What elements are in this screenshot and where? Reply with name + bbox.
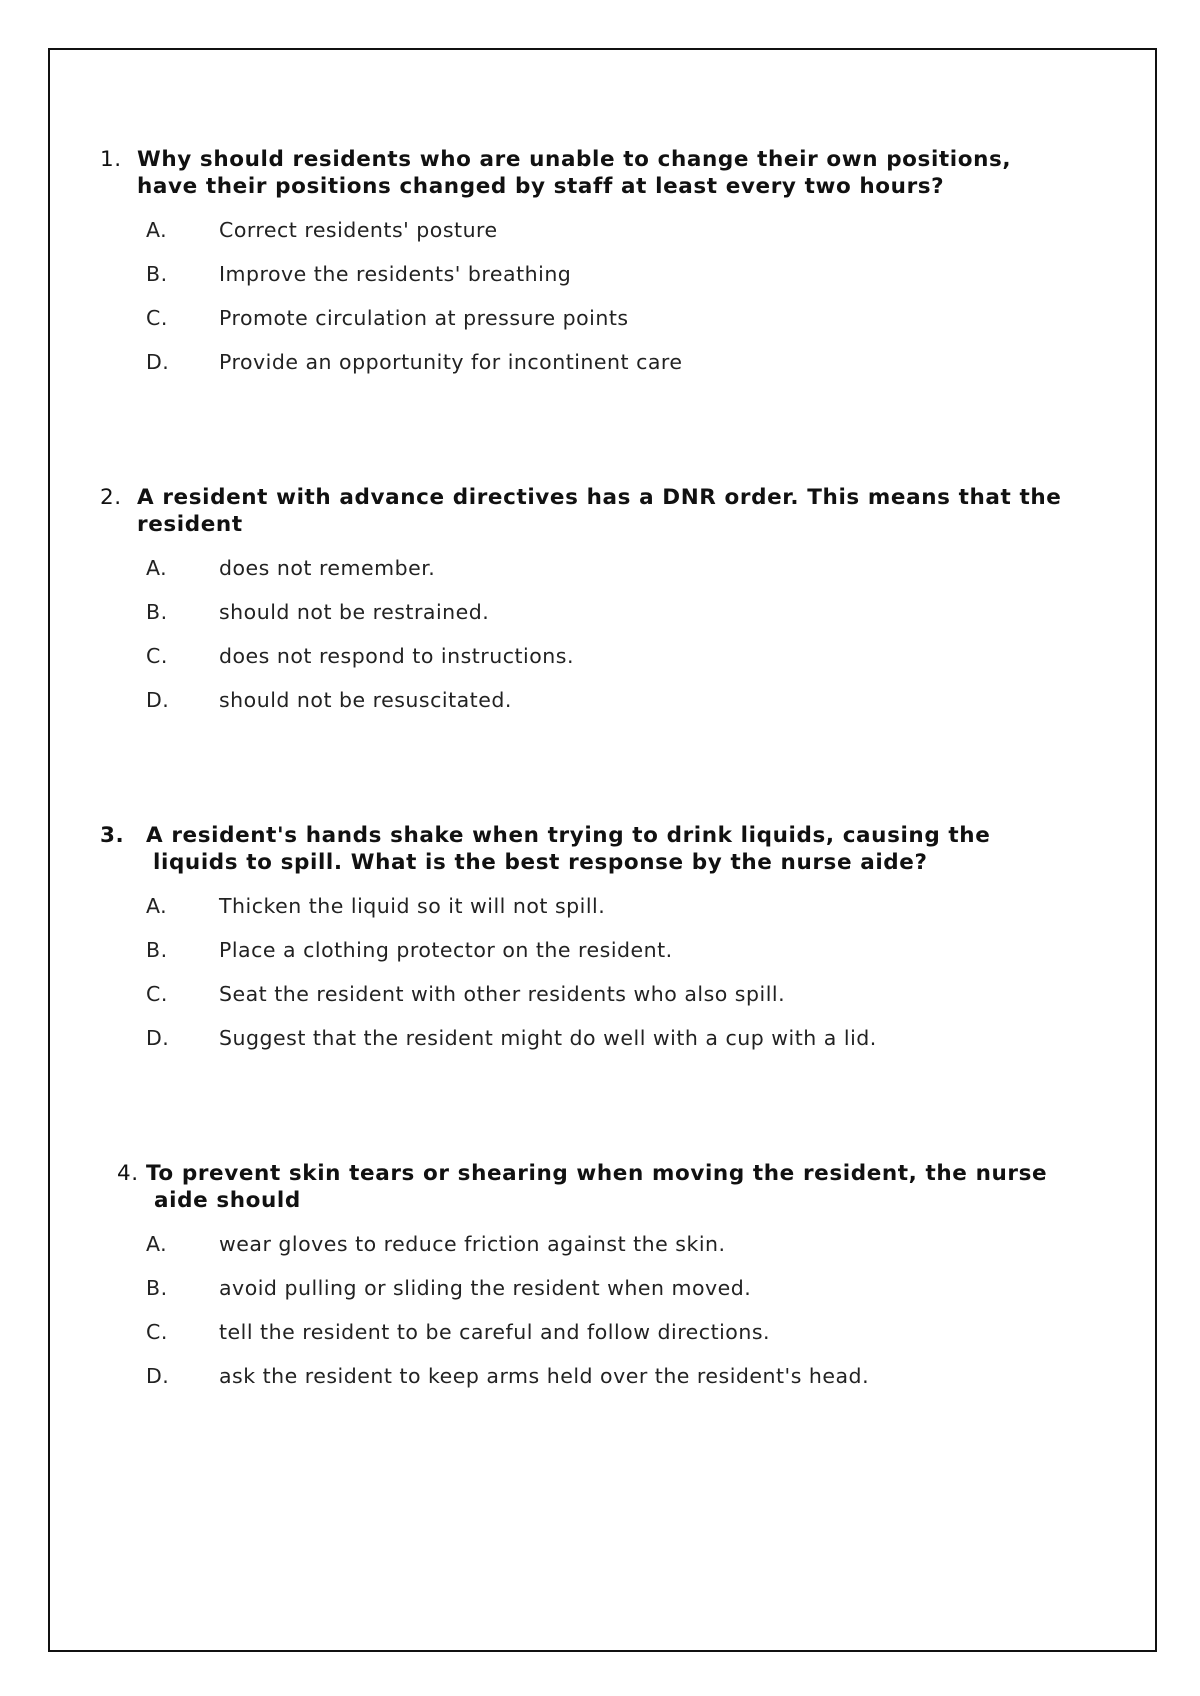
option-text: Thicken the liquid so it will not spill. <box>219 894 606 918</box>
option-text: wear gloves to reduce friction against the skin. <box>219 1232 726 1256</box>
option-letter: D. <box>146 1026 170 1050</box>
question-text-line: resident <box>137 512 243 537</box>
question-text-line: aide should <box>154 1188 301 1213</box>
option-letter: D. <box>146 688 170 712</box>
option-text: ask the resident to keep arms held over the resident's head. <box>219 1364 870 1388</box>
option-text: Place a clothing protector on the resident. <box>219 938 673 962</box>
option-text: Improve the residents' breathing <box>219 262 572 286</box>
option-letter: A. <box>146 556 168 580</box>
option-text: avoid pulling or sliding the resident when moved. <box>219 1276 752 1300</box>
question-number: 3. <box>100 823 125 848</box>
question-text-line: A resident with advance directives has a DNR order. This means that the <box>137 485 1062 510</box>
option-letter: B. <box>146 1276 168 1300</box>
option-text: Suggest that the resident might do well with a cup with a lid. <box>219 1026 877 1050</box>
option-text: should not be restrained. <box>219 600 490 624</box>
option-letter: C. <box>146 1320 168 1344</box>
question-number: 1. <box>100 147 122 172</box>
question-text-line: have their positions changed by staff at least every two hours? <box>137 174 945 199</box>
question-text-line: Why should residents who are unable to change their own positions, <box>137 147 1012 172</box>
option-letter: A. <box>146 1232 168 1256</box>
option-text: Seat the resident with other residents who also spill. <box>219 982 786 1006</box>
option-text: should not be resuscitated. <box>219 688 512 712</box>
option-letter: C. <box>146 982 168 1006</box>
option-letter: C. <box>146 644 168 668</box>
option-letter: B. <box>146 600 168 624</box>
option-text: does not respond to instructions. <box>219 644 574 668</box>
question-text-line: A resident's hands shake when trying to drink liquids, causing the <box>146 823 991 848</box>
option-text: Provide an opportunity for incontinent care <box>219 350 683 374</box>
option-letter: D. <box>146 350 170 374</box>
option-text: Promote circulation at pressure points <box>219 306 629 330</box>
option-letter: B. <box>146 938 168 962</box>
option-letter: D. <box>146 1364 170 1388</box>
option-letter: A. <box>146 218 168 242</box>
question-text-line: To prevent skin tears or shearing when moving the resident, the nurse <box>146 1161 1048 1186</box>
question-number: 2. <box>100 485 122 510</box>
question-number: 4. <box>117 1161 139 1186</box>
option-text: tell the resident to be careful and follow directions. <box>219 1320 771 1344</box>
option-letter: B. <box>146 262 168 286</box>
option-letter: C. <box>146 306 168 330</box>
question-text-line: liquids to spill. What is the best response by the nurse aide? <box>153 850 928 875</box>
option-text: does not remember. <box>219 556 436 580</box>
option-text: Correct residents' posture <box>219 218 498 242</box>
option-letter: A. <box>146 894 168 918</box>
